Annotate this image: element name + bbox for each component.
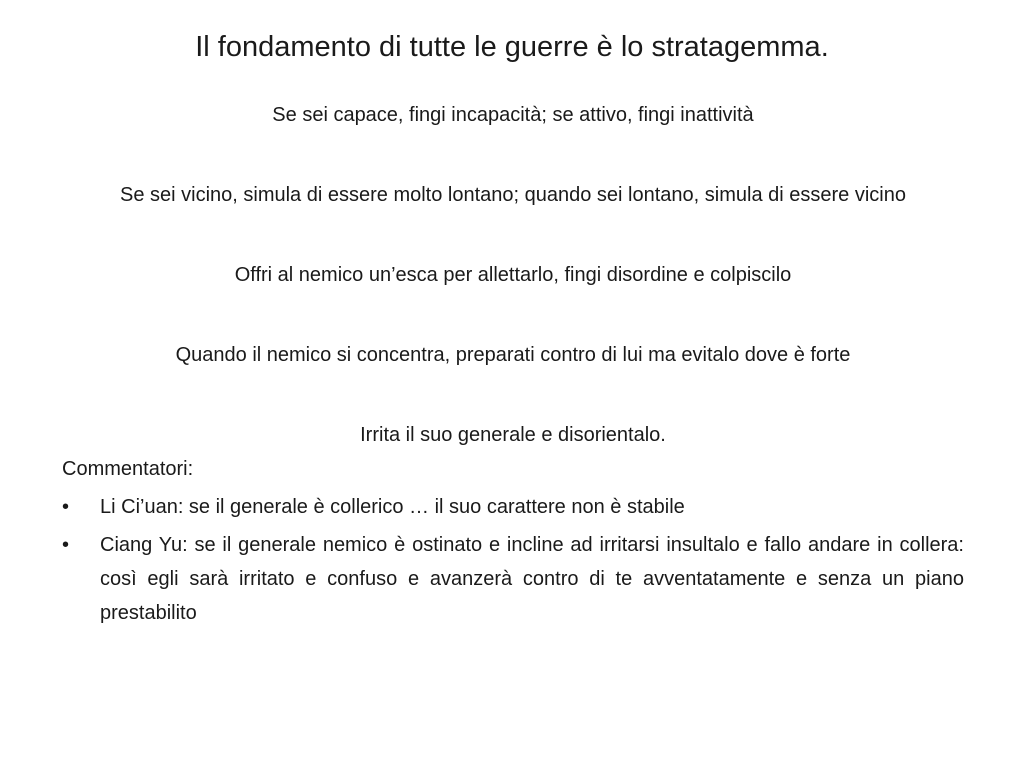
paragraph-3: Offri al nemico un’esca per allettarlo, fingi disordine e colpiscilo [234, 264, 792, 286]
paragraph-1: Se sei capace, fingi incapacità; se attivo, fingi inattività [272, 104, 754, 126]
list-item [62, 490, 964, 524]
bullet-text: Li Ci’uan: se il generale è collerico … il suo carattere non è stabile [100, 496, 685, 518]
bullet-icon: • [62, 496, 70, 518]
list-item [62, 528, 964, 630]
paragraph-4: Quando il nemico si concentra, preparati contro di lui ma evitalo dove è forte [175, 344, 851, 366]
commentators-label: Commentatori: [62, 458, 194, 480]
slide-title: Il fondamento di tutte le guerre è lo stratagemma. [195, 31, 829, 63]
bullet-icon: • [62, 534, 70, 556]
slide-body [62, 98, 964, 634]
commentators-list [62, 490, 964, 630]
paragraph-2: Se sei vicino, simula di essere molto lontano; quando sei lontano, simula di essere vicino [120, 184, 906, 206]
paragraph-5: Irrita il suo generale e disorientalo. [360, 424, 666, 446]
bullet-text: Ciang Yu: se il generale nemico è ostinato e incline ad irritarsi insultalo e fallo andare in collera: così egli sarà irritato e confuso e avanzerà contro di te avventatamente e senza un piano prestabilito [100, 534, 964, 624]
